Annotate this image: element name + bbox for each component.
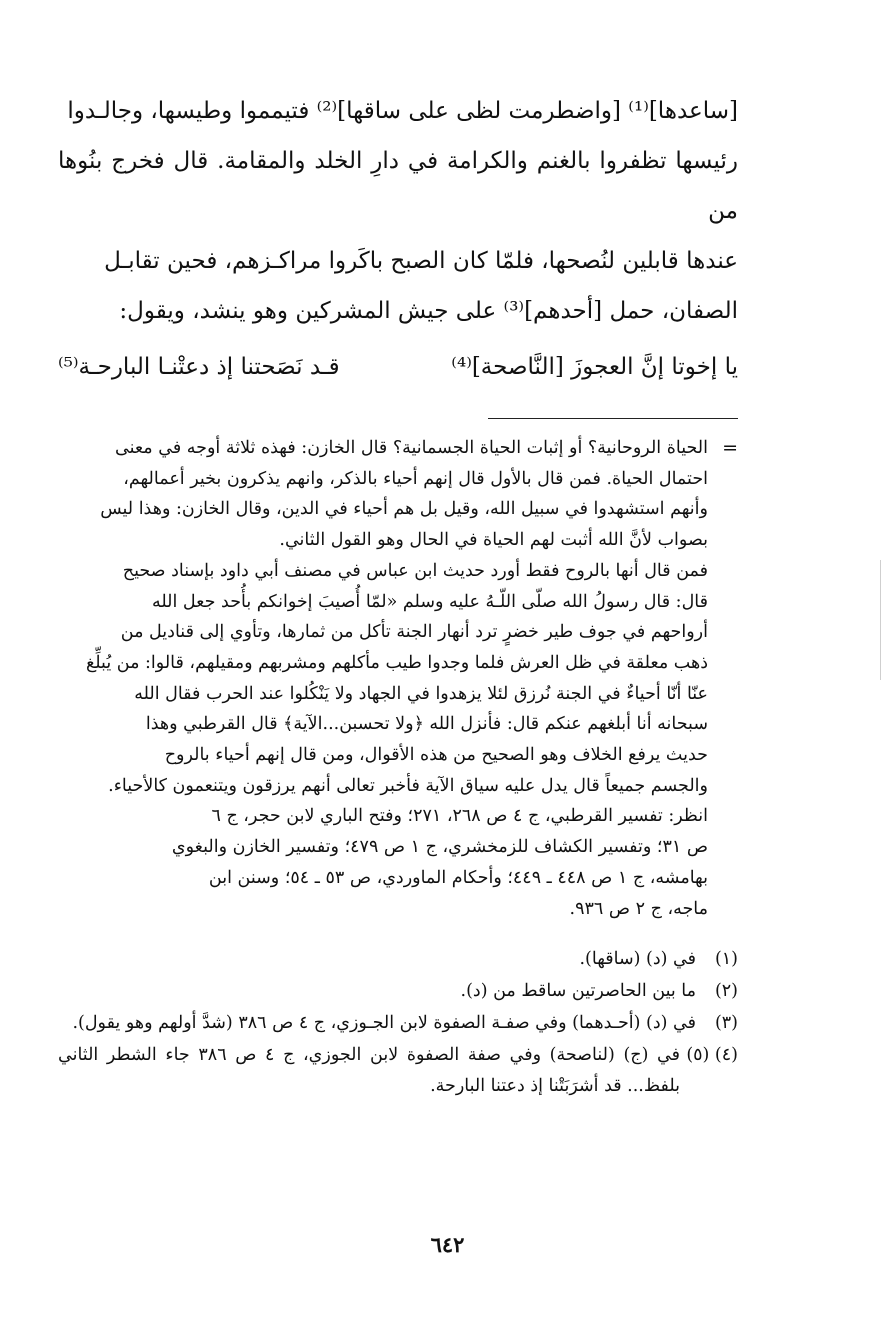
footnote-number: (١) xyxy=(714,949,738,970)
footnote-line: حديث يرفع الخلاف وهو الصحيح من هذه الأقوال، ومن قال إنهم أحياء بالروح xyxy=(164,745,708,766)
footnote xyxy=(58,944,738,975)
poetry-verse xyxy=(58,342,738,392)
footnote-line: فمن قال أنها بالروح فقط أورد حديث ابن عباس في مصنف أبي داود بإسناد صحيح xyxy=(122,560,708,581)
footnote-separator xyxy=(488,418,738,419)
footnote-number: (٢) xyxy=(714,981,738,1002)
footnote-line: قال: قال رسولُ الله صلّى اللّـهُ عليه وسلم «لمّا أُصيبَ إخوانكم بأُحد جعل الله xyxy=(152,591,708,612)
page xyxy=(58,86,738,1118)
footnote-line: بهامشه، ج ١ ص ٤٤٨ ـ ٤٤٩؛ وأحكام الماوردي، ص ٥٣ ـ ٥٤؛ وسنن ابن xyxy=(208,867,708,888)
footnote-line: أرواحهم في جوف طير خضرٍ ترد أنهار الجنة تأكل من ثمارها، وتأوي إلى قناديل من xyxy=(120,622,708,643)
footnote-text: في (ج) (لناصحة) وفي صفة الصفوة لابن الجوزي، ج ٤ ص ٣٨٦ جاء الشطر الثاني بلفظ... قد أشرَبَتْنا إذ دعتنا البارحة. xyxy=(58,1045,680,1097)
page-number: ٦٤٢ xyxy=(430,1232,465,1257)
verse-second-hemistich: قـد نَصَحتنا إذ دعتْنـا البارحـة⁽⁵⁾ xyxy=(58,354,340,380)
footnote xyxy=(58,976,738,1007)
footnote-continuation xyxy=(58,433,738,924)
verse-first-hemistich: يا إخوتا إنَّ العجوزَ [النَّاصحة]⁽⁴⁾ xyxy=(451,354,738,380)
footnote-line: ذهب معلقة في ظل العرش فلما وجدوا طيب مأكلهم ومشربهم ومقيلهم، قالوا: من يُبلِّغ xyxy=(85,652,708,673)
footnote-line: احتمال الحياة. فمن قال بالأول قال إنهم أحياء بالذكر، وانهم يذكرون بخير أعمالهم، xyxy=(123,468,708,489)
footnote-number: (٤) (٥) xyxy=(686,1045,738,1066)
footnote-text: في (د) (ساقها). xyxy=(579,949,696,970)
footnote-line: سبحانه أنا أبلغهم عنكم قال: فأنزل الله ﴿ولا تحسبن...الآية﴾ قال القرطبي وهذا xyxy=(145,714,708,735)
main-text-line: عندها قابلين لنُصحها، فلمّا كان الصبح باكَروا مراكـزهم، فحين تقابـل xyxy=(104,248,738,274)
footnote-line: بصواب لأنَّ الله أثبت لهم الحياة في الحال وهو القول الثاني. xyxy=(279,530,708,551)
footnote-line: ماجه، ج ٢ ص ٩٣٦. xyxy=(569,898,708,919)
footnote-line: ص ٣١؛ وتفسير الكشاف للزمخشري، ج ١ ص ٤٧٩؛ وتفسير الخازن والبغوي xyxy=(171,837,708,858)
footnote-line: عنّا أنّا أحياءٌ في الجنة نُرزق لئلا يزهدوا في الجهاد ولا يَنْكُلوا عند الحرب فقال الله xyxy=(134,683,708,704)
footnote xyxy=(58,1040,738,1102)
footnote xyxy=(58,1008,738,1039)
footnote-text: ما بين الحاصرتين ساقط من (د). xyxy=(460,981,696,1002)
main-text-line: [ساعدها]⁽¹⁾ [واضطرمت لظى على ساقها]⁽²⁾ فتيمموا وطيسها، وجالـدوا xyxy=(67,98,738,124)
footnote-text: في (د) (أحـدهما) وفي صفـة الصفوة لابن الجـوزي، ج ٤ ص ٣٨٦ (شدَّ أولهم وهو يقول). xyxy=(72,1013,696,1034)
footnote-line: والجسم جميعاً قال يدل عليه سياق الآية فأخبر تعالى أنهم يرزقون ويتنعمون كالأحياء. xyxy=(108,775,708,796)
main-text-line: رئيسها تظفروا بالغنم والكرامة في دارِ الخلد والمقامة. قال فخرج بنُوها من xyxy=(58,148,738,224)
footnote-line: انظر: تفسير القرطبي، ج ٤ ص ٢٦٨، ٢٧١؛ وفتح الباري لابن حجر، ج ٦ xyxy=(211,806,708,827)
footnote-number: (٣) xyxy=(714,1013,738,1034)
footnote-line: الحياة الروحانية؟ أو إثبات الحياة الجسمانية؟ قال الخازن: فهذه ثلاثة أوجه في معنى xyxy=(114,438,708,458)
footnote-line: وأنهم استشهدوا في سبيل الله، وقيل بل هم أحياء في الدين، وقال الخازن: وهذا ليس xyxy=(100,499,708,520)
main-text xyxy=(58,86,738,336)
page-edge-mark xyxy=(880,560,881,680)
continuation-marker: = xyxy=(722,437,738,459)
footnotes-list xyxy=(58,944,738,1102)
main-text-line: الصفان، حمل [أحدهم]⁽³⁾ على جيش المشركين وهو ينشد، ويقول: xyxy=(119,298,738,324)
